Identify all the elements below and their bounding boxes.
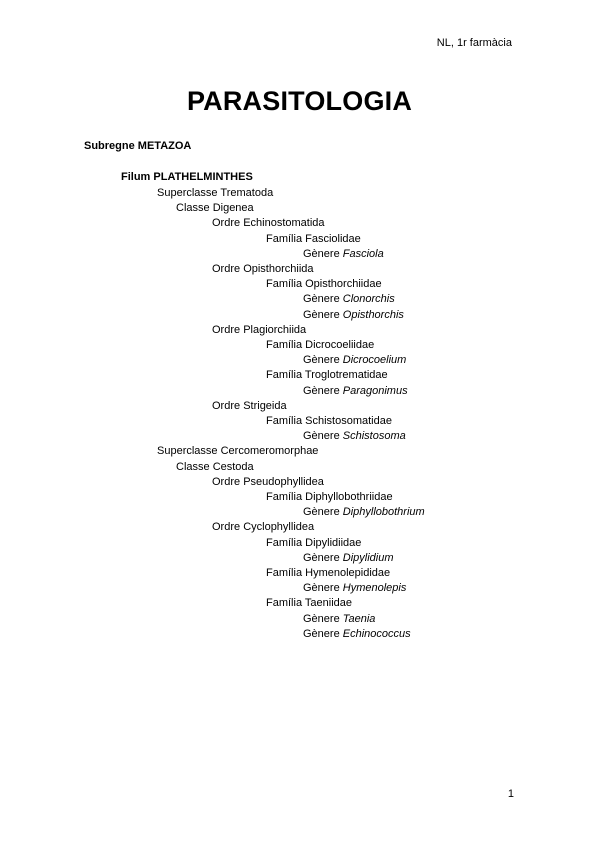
taxonomy-line xyxy=(303,247,384,261)
taxon-name: Echinostomatida xyxy=(243,217,325,230)
taxonomy-line xyxy=(303,505,425,519)
taxonomy-line xyxy=(157,186,273,200)
taxonomy-line xyxy=(303,581,406,595)
taxon-rank: Família xyxy=(266,415,303,427)
taxon-rank: Gènere xyxy=(303,430,340,443)
taxon-name: Taeniidae xyxy=(304,597,353,610)
taxon-name: Cyclophyllidea xyxy=(243,521,315,534)
taxon-rank: Família xyxy=(266,369,303,382)
taxon-rank: Família xyxy=(266,232,303,245)
taxon-name: Opisthorchiidae xyxy=(305,278,382,291)
taxon-name: Dicrocoelium xyxy=(342,354,407,367)
taxonomy-line xyxy=(303,551,394,565)
taxon-name: Troglotrematidae xyxy=(304,369,388,382)
taxonomy-line xyxy=(303,384,408,398)
taxon-name: Cercomeromorphae xyxy=(220,445,319,458)
taxon-name: Dicrocoeliidae xyxy=(305,339,375,351)
taxon-name: Plagiorchiida xyxy=(243,323,307,336)
taxonomy-line xyxy=(176,460,254,474)
taxon-rank: Ordre xyxy=(212,217,241,230)
taxon-rank: Gènere xyxy=(303,627,340,640)
taxonomy-line xyxy=(266,338,374,352)
taxon-name: Schistosomatidae xyxy=(305,415,392,427)
taxon-name: Schistosoma xyxy=(342,430,406,443)
taxon-name: Digenea xyxy=(212,202,254,215)
taxon-rank: Família xyxy=(266,597,303,610)
taxon-rank: Ordre xyxy=(212,323,241,336)
taxonomy-line xyxy=(212,520,314,534)
subregne-heading: Subregne METAZOA xyxy=(84,140,192,152)
taxon-name: Fasciola xyxy=(342,247,384,260)
taxon-rank: Gènere xyxy=(303,551,340,564)
taxon-name: Strigeida xyxy=(243,399,287,412)
taxon-rank: Família xyxy=(266,567,303,579)
taxon-rank: Superclasse xyxy=(157,187,218,199)
taxonomy-line xyxy=(303,429,406,443)
taxon-name: Trematoda xyxy=(220,187,274,199)
taxonomy-line xyxy=(266,277,382,291)
taxon-name: Cestoda xyxy=(212,460,254,473)
taxonomy-line xyxy=(303,627,411,641)
taxon-rank: Ordre xyxy=(212,475,241,488)
taxonomy-line xyxy=(266,232,361,246)
taxon-name: Taenia xyxy=(342,612,376,625)
taxon-rank: Gènere xyxy=(303,506,340,519)
taxonomy-line xyxy=(266,368,388,382)
page-number: 1 xyxy=(507,788,514,800)
taxon-name: Hymenolepis xyxy=(342,582,407,595)
taxon-rank: Família xyxy=(266,536,303,549)
taxonomy-line xyxy=(212,262,314,276)
taxonomy-line xyxy=(266,490,393,504)
taxonomy-line xyxy=(157,444,318,458)
taxon-name: Clonorchis xyxy=(342,293,395,306)
taxonomy-line xyxy=(303,612,375,626)
taxonomy-line xyxy=(303,353,406,367)
taxon-name: Dipylidiidae xyxy=(305,536,362,549)
taxonomy-line xyxy=(303,292,395,306)
taxon-name: Hymenolepididae xyxy=(305,567,391,579)
taxon-rank: Gènere xyxy=(303,354,340,367)
taxon-name: Dipylidium xyxy=(342,551,394,564)
taxonomy-line xyxy=(266,566,390,580)
taxonomy-line xyxy=(212,399,287,413)
page-title: PARASITOLOGIA xyxy=(186,86,413,116)
taxonomy-line xyxy=(266,536,361,550)
taxonomy-line xyxy=(176,201,254,215)
taxon-name: Paragonimus xyxy=(342,384,408,397)
taxon-rank: Família xyxy=(266,491,303,503)
taxon-rank: Família xyxy=(266,278,303,291)
taxonomy-line xyxy=(212,216,325,230)
taxonomy-line xyxy=(266,596,352,610)
taxonomy-line xyxy=(212,323,306,337)
taxon-rank: Superclasse xyxy=(157,445,218,458)
taxon-name: Fasciolidae xyxy=(305,232,361,245)
taxon-name: Diphyllobothriidae xyxy=(305,491,393,503)
taxon-rank: Gènere xyxy=(303,582,340,595)
taxon-name: Diphyllobothrium xyxy=(342,506,425,519)
taxon-rank: Classe xyxy=(176,202,210,215)
taxonomy-line xyxy=(303,308,404,322)
taxon-name: Echinococcus xyxy=(342,627,411,640)
taxon-rank: Família xyxy=(266,339,303,351)
taxon-name: Opisthorchis xyxy=(342,308,404,321)
taxon-name: Pseudophyllidea xyxy=(243,475,324,488)
taxon-rank: Gènere xyxy=(303,384,340,397)
taxon-rank: Ordre xyxy=(212,399,241,412)
filum-heading: Filum PLATHELMINTHES xyxy=(121,171,253,183)
taxon-rank: Ordre xyxy=(212,521,241,534)
header-note: NL, 1r farmàcia xyxy=(436,37,512,49)
taxon-rank: Gènere xyxy=(303,308,340,321)
taxonomy-line xyxy=(212,475,324,489)
taxon-rank: Classe xyxy=(176,460,210,473)
taxon-rank: Ordre xyxy=(212,263,241,275)
taxon-rank: Gènere xyxy=(303,247,340,260)
taxon-rank: Gènere xyxy=(303,612,340,625)
taxon-name: Opisthorchiida xyxy=(243,263,314,275)
taxonomy-line xyxy=(266,414,392,428)
taxon-rank: Gènere xyxy=(303,293,340,306)
